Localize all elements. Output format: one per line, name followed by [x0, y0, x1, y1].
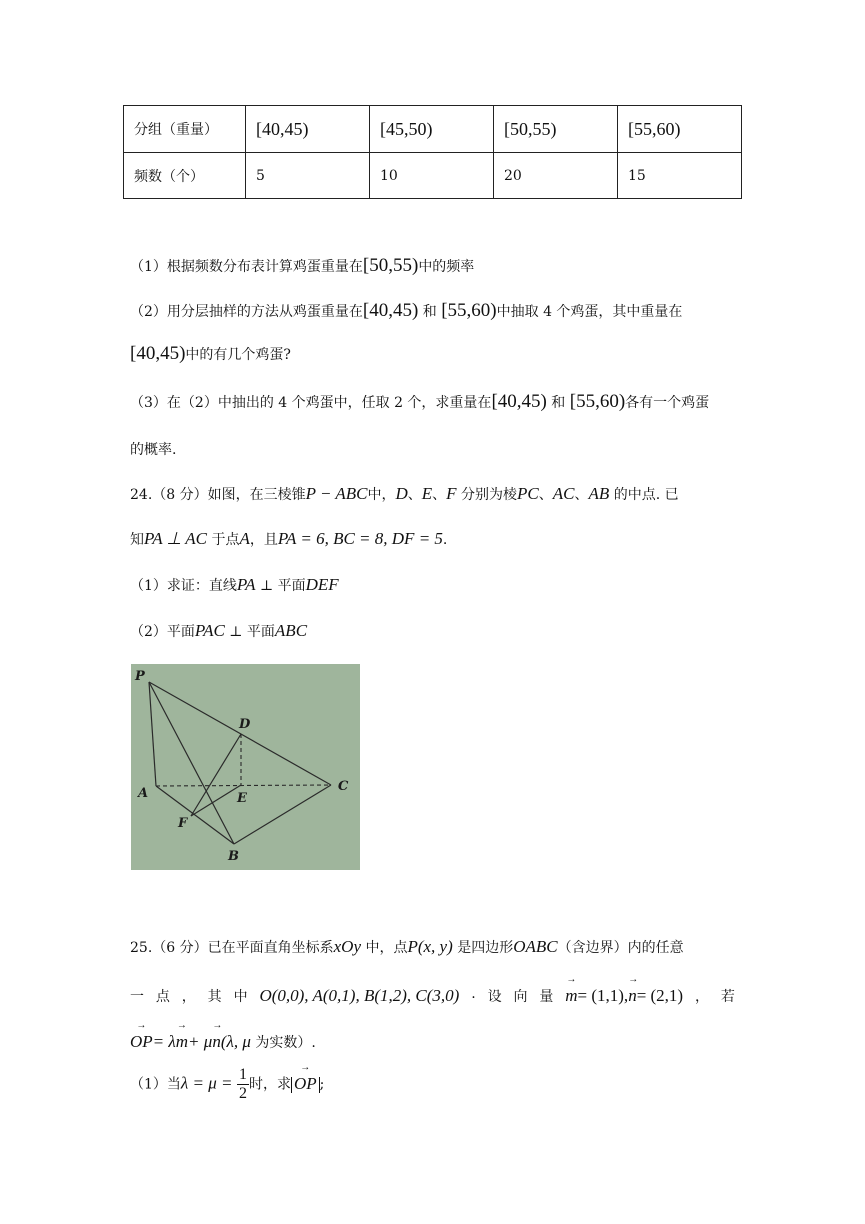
q25-line3: → OP= λ→ m+ μ→ n(λ, μ 为实数）. [130, 1032, 316, 1052]
interval-cell: [50,55) [494, 106, 618, 153]
interval-cell: [55,60) [618, 106, 742, 153]
q23-part2-cont: [40,45)中的有几个鸡蛋? [130, 343, 291, 364]
q23-part3: （3）在（2）中抽出的 4 个鸡蛋中，任取 2 个，求重量在[40,45) 和 [55,60)各有一个鸡蛋 [130, 391, 710, 412]
vector-m: → m [565, 986, 577, 1006]
q24-part2: （2）平面PAC ⊥ 平面ABC [130, 621, 308, 640]
vector-n: → n [628, 986, 637, 1006]
q23-part3-cont: 的概率. [130, 442, 177, 458]
vertex-label-b: B [228, 849, 239, 864]
vector-n: → n [212, 1032, 221, 1052]
q24-part1: （1）求证：直线PA ⊥ 平面DEF [130, 575, 339, 594]
count-cell: 15 [618, 153, 742, 199]
count-cell: 20 [494, 153, 618, 199]
vector-op: → OP [294, 1074, 317, 1094]
vector-op: → OP [130, 1032, 153, 1052]
vertex-label-c: C [338, 779, 349, 794]
q25-part1: （1）当λ = μ = $\frac{1}{2}$ 时，求→ OP ; [130, 1066, 324, 1103]
vertex-label-e: E [237, 791, 247, 806]
vector-m: → m [176, 1032, 188, 1052]
q25-line1: 25.（6 分）已在平面直角坐标系xOy 中，点P(x, y) 是四边形OABC（含边界）内的任意 [130, 937, 684, 956]
abs-op [291, 1073, 320, 1093]
interval-cell: [40,45) [246, 106, 370, 153]
frequency-table [123, 105, 742, 199]
q24-line1: 24.（8 分）如图，在三棱锥P − ABC中，D、E、F 分别为棱PC、AC、AB 的中点. 已 [130, 484, 679, 503]
fraction-one-half: $\frac{1}{2}$ [238, 1066, 247, 1102]
row-label-group: 分组（重量） [124, 106, 246, 153]
interval: [50,55) [362, 255, 419, 276]
q25-line2: 一 点 ， 其 中 O(0,0), A(0,1), B(1,2), C(3,0) . 设 向 量 → m= (1,1),→ n= (2,1) ， 若 [130, 986, 735, 1006]
q23-part1: （1）根据频数分布表计算鸡蛋重量在[50,55)中的频率 [130, 255, 475, 276]
pyramid-figure [131, 664, 360, 870]
q24-line2: 知PA ⊥ AC 于点A，且PA = 6, BC = 8, DF = 5. [130, 529, 448, 548]
count-cell: 10 [370, 153, 494, 199]
vertex-label-f: F [178, 816, 188, 831]
vertex-label-p: P [135, 669, 145, 684]
interval-cell: [45,50) [370, 106, 494, 153]
interval: [55,60) [569, 391, 626, 412]
table-row-groups [124, 106, 742, 153]
q23-part2: （2）用分层抽样的方法从鸡蛋重量在[40,45) 和 [55,60)中抽取 4 个鸡蛋，其中重量在 [130, 300, 683, 321]
count-cell: 5 [246, 153, 370, 199]
pyramid-diagram [131, 664, 360, 870]
interval: [40,45) [130, 343, 186, 364]
vertex-label-a: A [138, 786, 149, 801]
interval: [40,45) [491, 391, 547, 412]
vertex-label-d: D [239, 717, 251, 732]
row-label-count: 频数（个） [124, 153, 246, 199]
table-row-counts [124, 153, 742, 199]
interval: [55,60) [441, 300, 497, 321]
interval: [40,45) [362, 300, 419, 321]
